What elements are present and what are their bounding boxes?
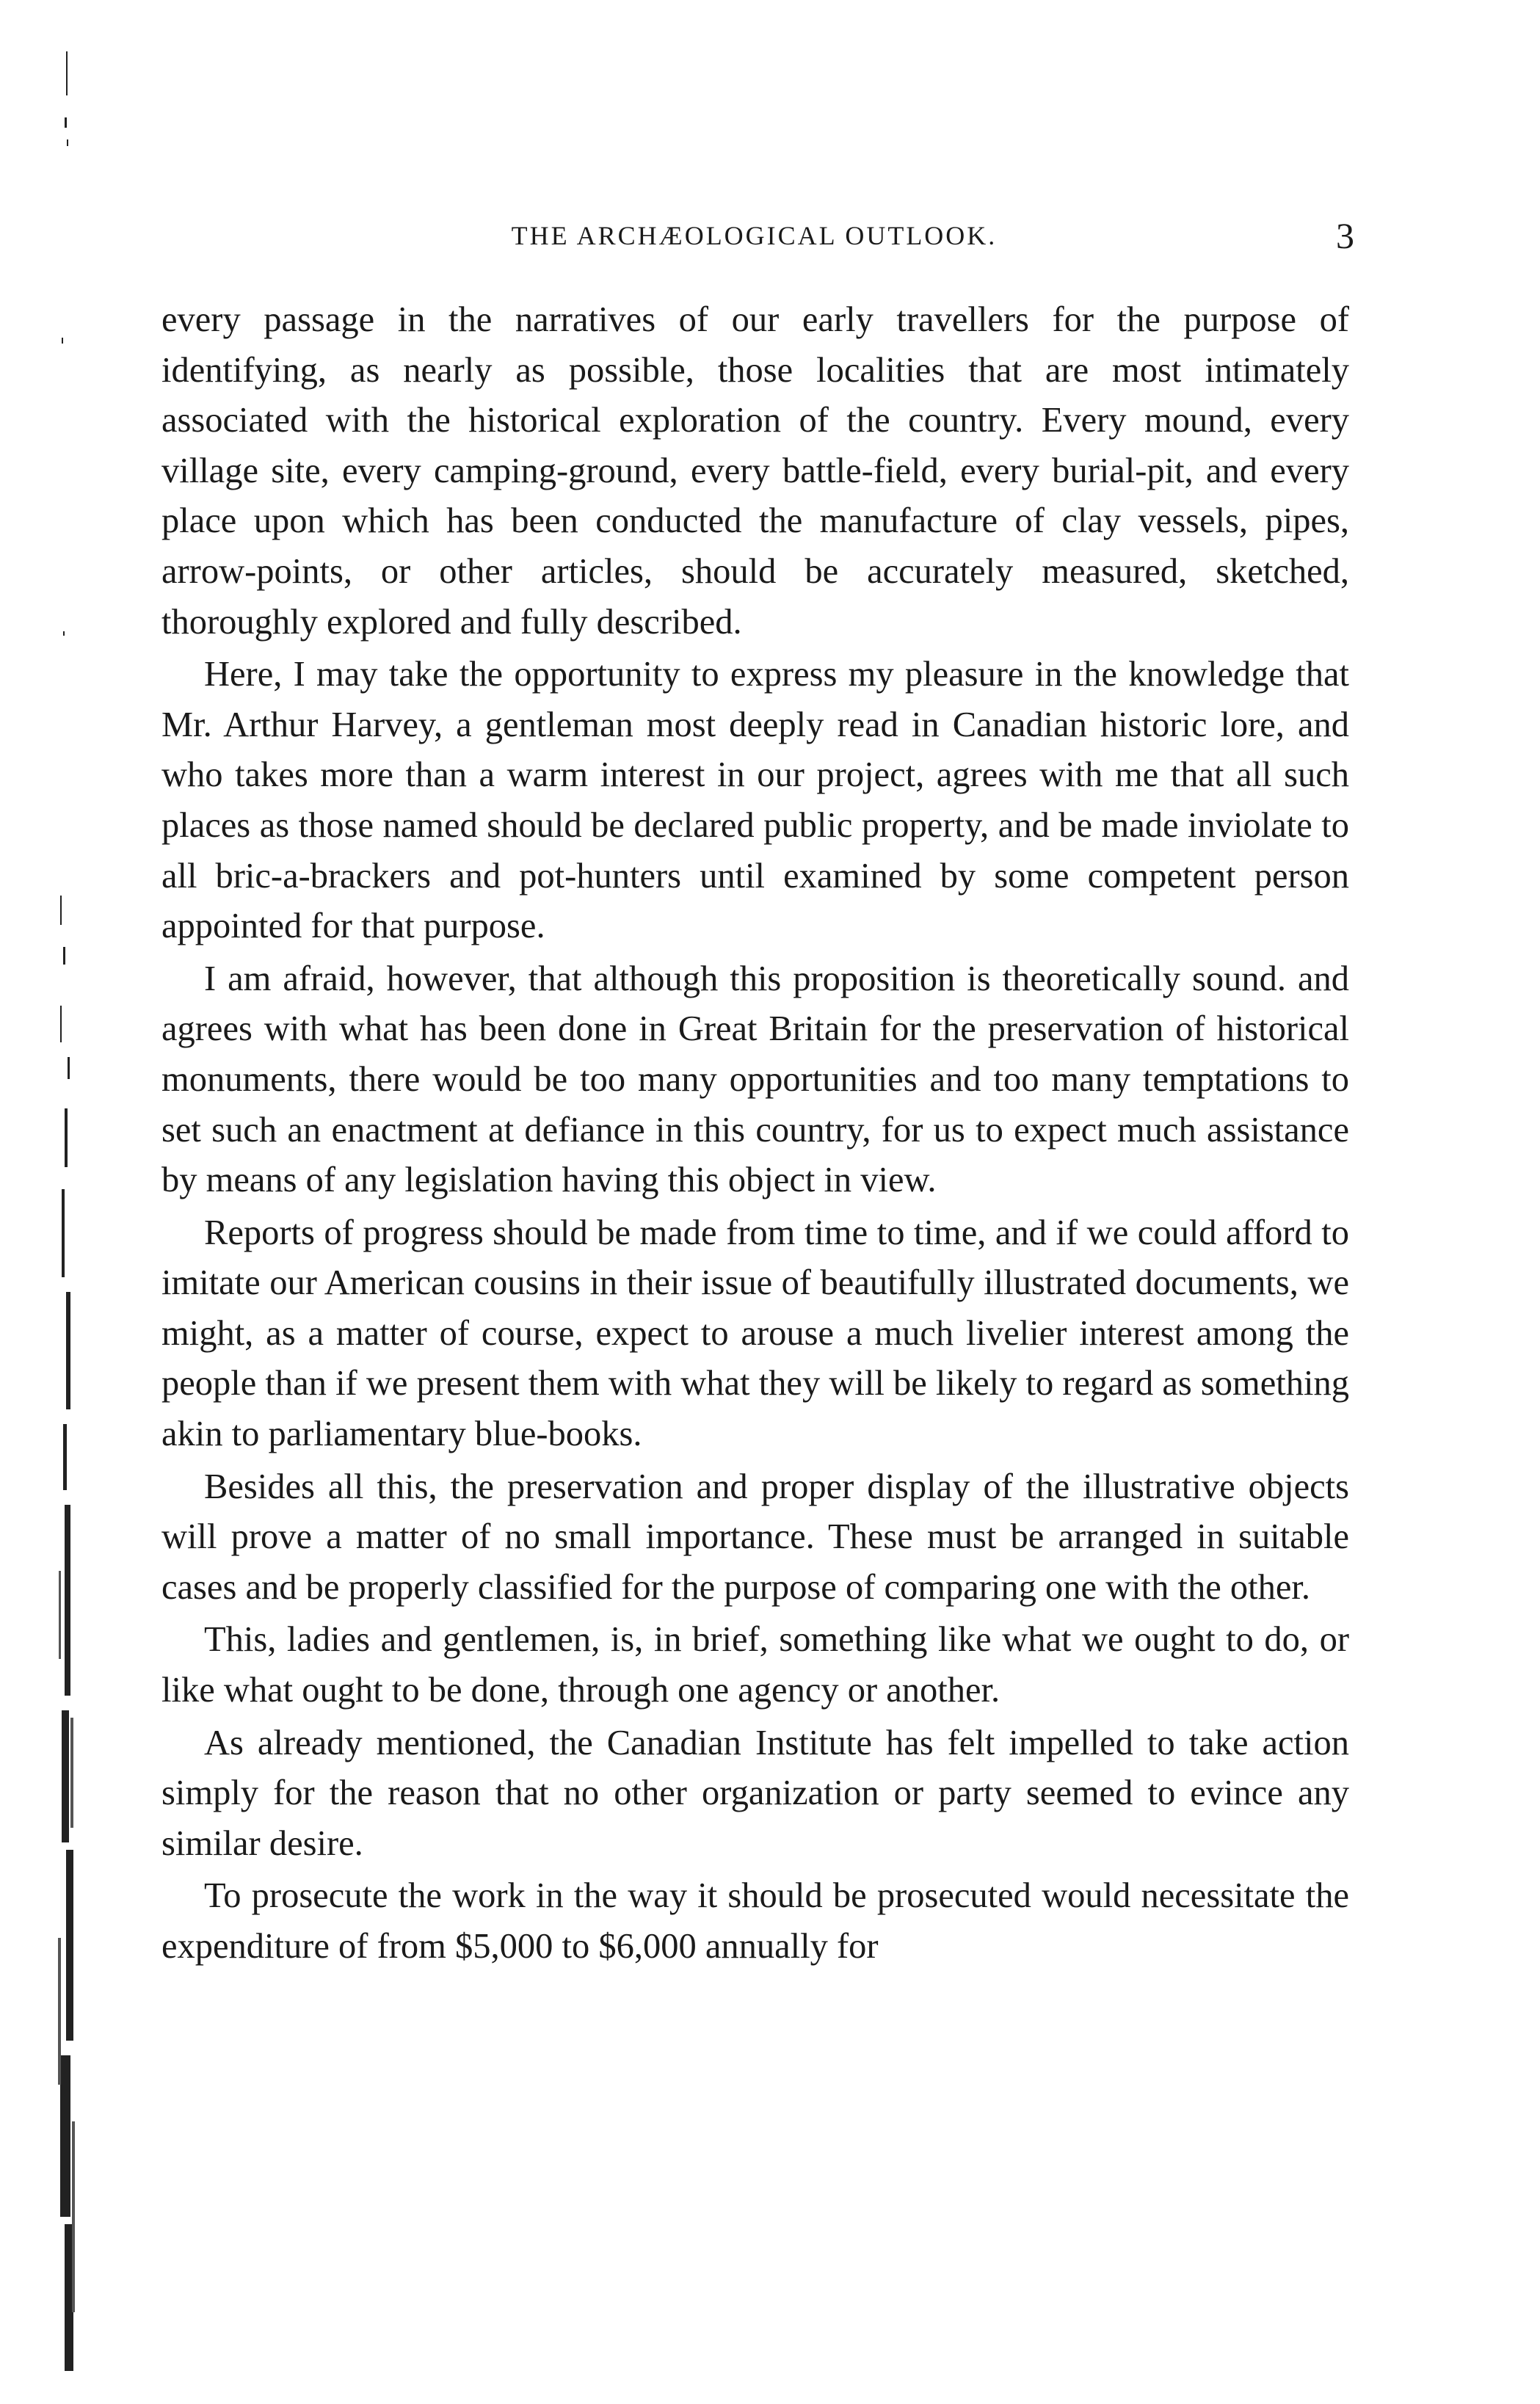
- running-head: [154, 214, 1354, 258]
- paragraph: Besides all this, the preservation and proper display of the illustrative objects will prove a matter of no small importance. These must be arranged in suitable cases and be properly classified for the purpose of comparing one with the other.: [161, 1467, 1349, 1607]
- paragraph: Reports of progress should be made from time to time, and if we could afford to imitate our American cousins in their issue of beautifully illustrated documents, we might, as a matter of course, expect to arouse a much livelier interest among the people than if we present them with what they will be likely to regard as something akin to parliamentary blue-books.: [161, 1213, 1349, 1454]
- page-number: 3: [1336, 215, 1354, 256]
- paragraph: I am afraid, however, that although this proposition is theoretically sound. and agrees with what has been done in Great Britain for the preservation of historical monuments, there would be too many opportunities and too many temptations to set such an enactment at defiance in this country, for us to expect much assistance by means of any legislation having this object in view.: [161, 959, 1349, 1200]
- running-title: THE ARCHÆOLOGICAL OUTLOOK.: [511, 221, 998, 250]
- paragraph: Here, I may take the opportunity to express my pleasure in the knowledge that Mr. Arthur Harvey, a gentleman most deeply read in Canadian historic lore, and who takes more than a warm interest in our project, agrees with me that all such places as those named should be declared public property, and be made inviolate to all bric-a-brackers and pot-hunters until examined by some competent person appointed for that purpose.: [161, 655, 1349, 946]
- scan-edge-artifact: [57, 29, 76, 2404]
- body-text: [161, 295, 1349, 1975]
- paragraph: As already mentioned, the Canadian Institute has felt impelled to take action simply for the reason that no other organization or party seemed to evince any similar desire.: [161, 1723, 1349, 1863]
- paragraph: This, ladies and gentlemen, is, in brief, something like what we ought to do, or like what ought to be done, through one agency or another.: [161, 1620, 1349, 1710]
- paragraph: To prosecute the work in the way it should be prosecuted would necessitate the expenditure of from $5,000 to $6,000 annually for: [161, 1876, 1349, 1966]
- paragraph: every passage in the narratives of our early travellers for the purpose of identifying, as nearly as possible, those localities that are most intimately associated with the historical exploration of the country. Every mound, every village site, every camping-ground, every battle-field, every burial-pit, and every place upon which has been conducted the manufacture of clay vessels, pipes, arrow-points, or other articles, should be accurately measured, sketched, thoroughly explored and fully described.: [161, 300, 1349, 642]
